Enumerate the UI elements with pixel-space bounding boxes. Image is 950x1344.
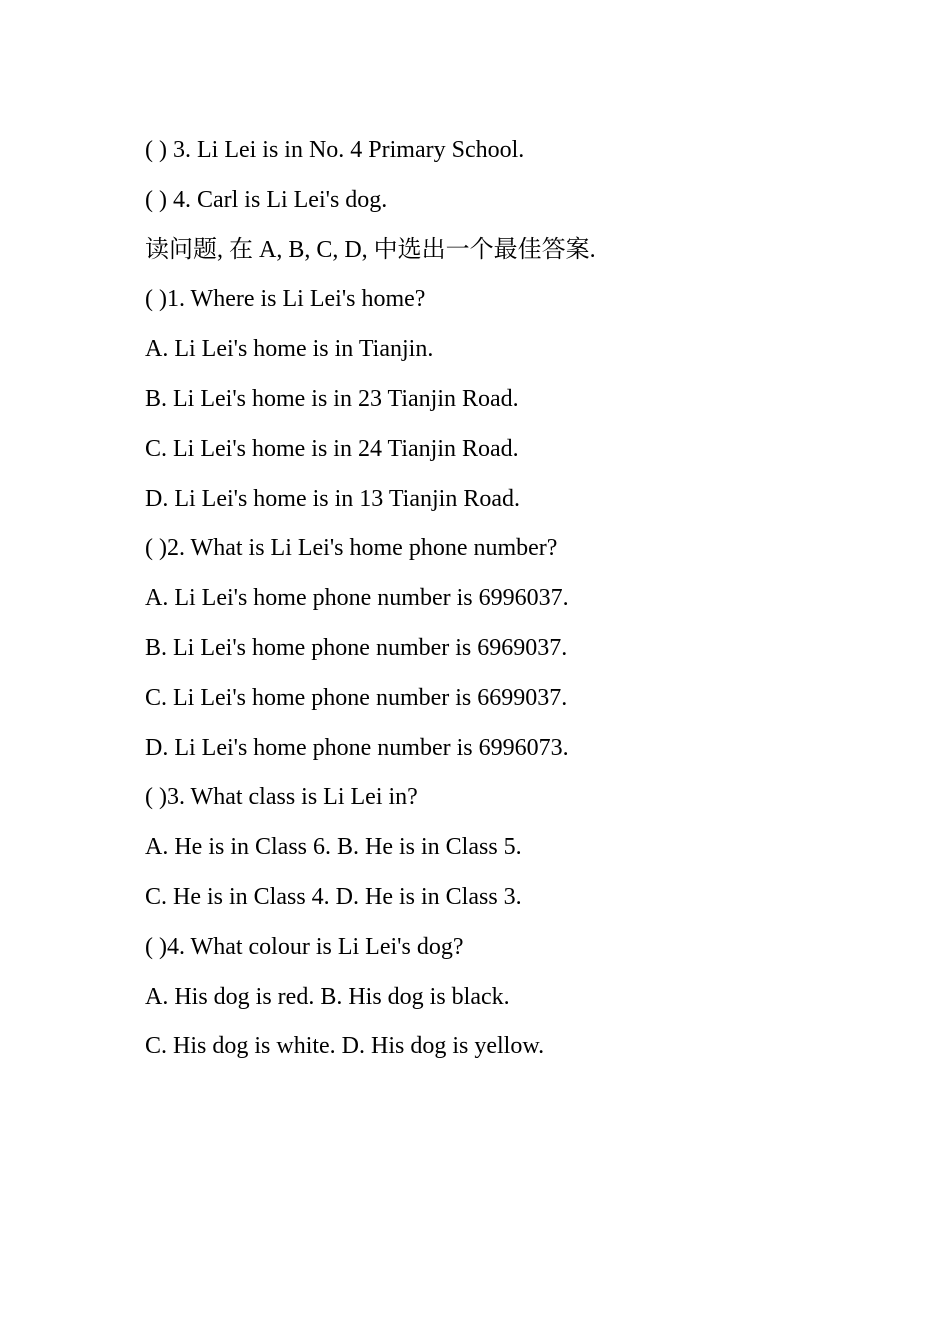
question-3-options-cd: C. He is in Class 4. D. He is in Class 3.: [145, 883, 522, 910]
question-2-option-d: D. Li Lei's home phone number is 6996073.: [145, 734, 569, 761]
question-3: ( )3. What class is Li Lei in?: [145, 784, 418, 811]
question-3-options-ab: A. He is in Class 6. B. He is in Class 5.: [145, 834, 522, 861]
question-2-option-c: C. Li Lei's home phone number is 6699037.: [145, 684, 568, 711]
question-2-option-b: B. Li Lei's home phone number is 6969037.: [145, 634, 568, 661]
question-2-option-a: A. Li Lei's home phone number is 6996037.: [145, 585, 569, 612]
question-4-options-ab: A. His dog is red. B. His dog is black.: [145, 983, 510, 1010]
true-false-item-4: ( ) 4. Carl is Li Lei's dog.: [145, 186, 388, 213]
section-instruction: 读问题, 在 A, B, C, D, 中选出一个最佳答案.: [145, 236, 596, 263]
question-1-option-a: A. Li Lei's home is in Tianjin.: [145, 336, 434, 363]
question-1: ( )1. Where is Li Lei's home?: [145, 286, 426, 313]
question-1-option-b: B. Li Lei's home is in 23 Tianjin Road.: [145, 385, 519, 412]
question-1-option-d: D. Li Lei's home is in 13 Tianjin Road.: [145, 485, 520, 512]
question-4-options-cd: C. His dog is white. D. His dog is yellow.: [145, 1033, 545, 1060]
true-false-item-3: ( ) 3. Li Lei is in No. 4 Primary School.: [145, 137, 525, 163]
question-4: ( )4. What colour is Li Lei's dog?: [145, 933, 464, 960]
question-1-option-c: C. Li Lei's home is in 24 Tianjin Road.: [145, 435, 519, 462]
document-body: [145, 132, 845, 1078]
question-2: ( )2. What is Li Lei's home phone number?: [145, 535, 558, 562]
